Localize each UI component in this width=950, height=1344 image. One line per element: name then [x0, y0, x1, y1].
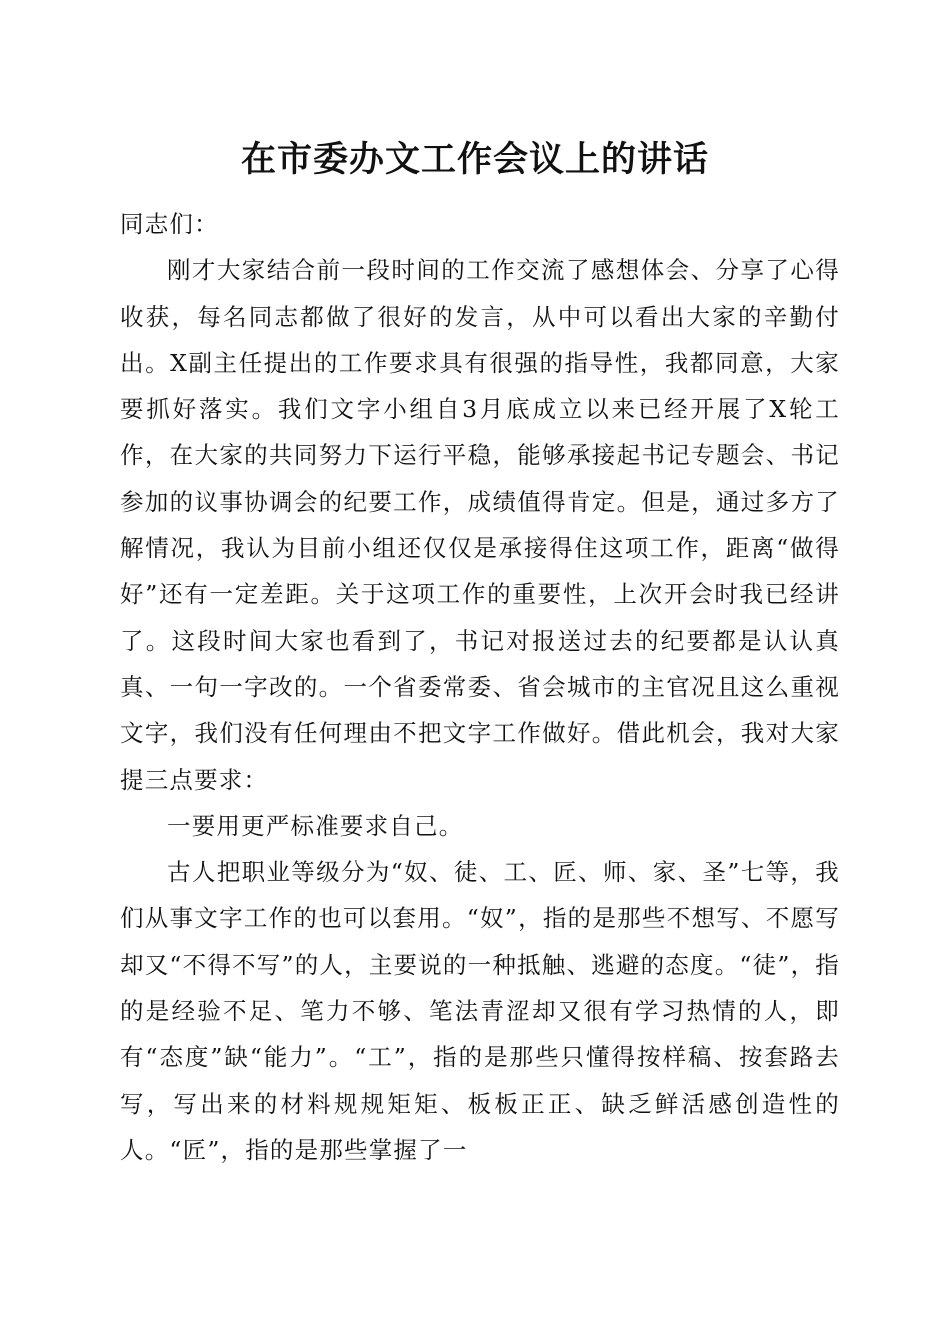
- document-title: 在市委办文工作会议上的讲话: [240, 139, 709, 180]
- paragraph-heading-requirement-1: 一要用更严标准要求自己。: [167, 811, 464, 840]
- paragraph-intro: 刚才大家结合前一段时间的工作交流了感想体会、分享了心得收获，每名同志都做了很好的发言，从中可以看出大家的辛勤付出。X副主任提出的工作要求具有很强的指导性，我都同意，大家要抓好落实。我们文字小组自3月底成立以来已经开展了X轮工作，在大家的共同努力下运行平稳，能够承接起书记专题会、书记参加的议事协调会的纪要工作，成绩值得肯定。但是，通过多方了解情况，我认为目前小组还仅仅是承接得住这项工作，距离“做得好”还有一定差距。关于这项工作的重要性，上次开会时我已经讲了。这段时间大家也看到了，书记对报送过去的纪要都是认认真真、一句一字改的。一个省委常委、省会城市的主官况且这么重视文字，我们没有任何理由不把文字工作做好。借此机会，我对大家提三点要求：: [120, 256, 840, 794]
- paragraph-occupation-levels: 古人把职业等级分为“奴、徒、工、匠、师、家、圣”七等，我们从事文字工作的也可以套用。“奴”，指的是那些不想写、不愿写却又“不得不写”的人，主要说的一种抵触、逃避的态度。“徒”，指的是经验不足、笔力不够、笔法青涩却又很有学习热情的人，即有“态度”缺“能力”。“工”，指的是那些只懂得按样稿、按套路去写，写出来的材料规规矩矩、板板正正、缺乏鲜活感创造性的人。“匠”，指的是那些掌握了一: [120, 858, 840, 1164]
- salutation: 同志们：: [120, 210, 219, 238]
- document-body: [120, 201, 840, 1173]
